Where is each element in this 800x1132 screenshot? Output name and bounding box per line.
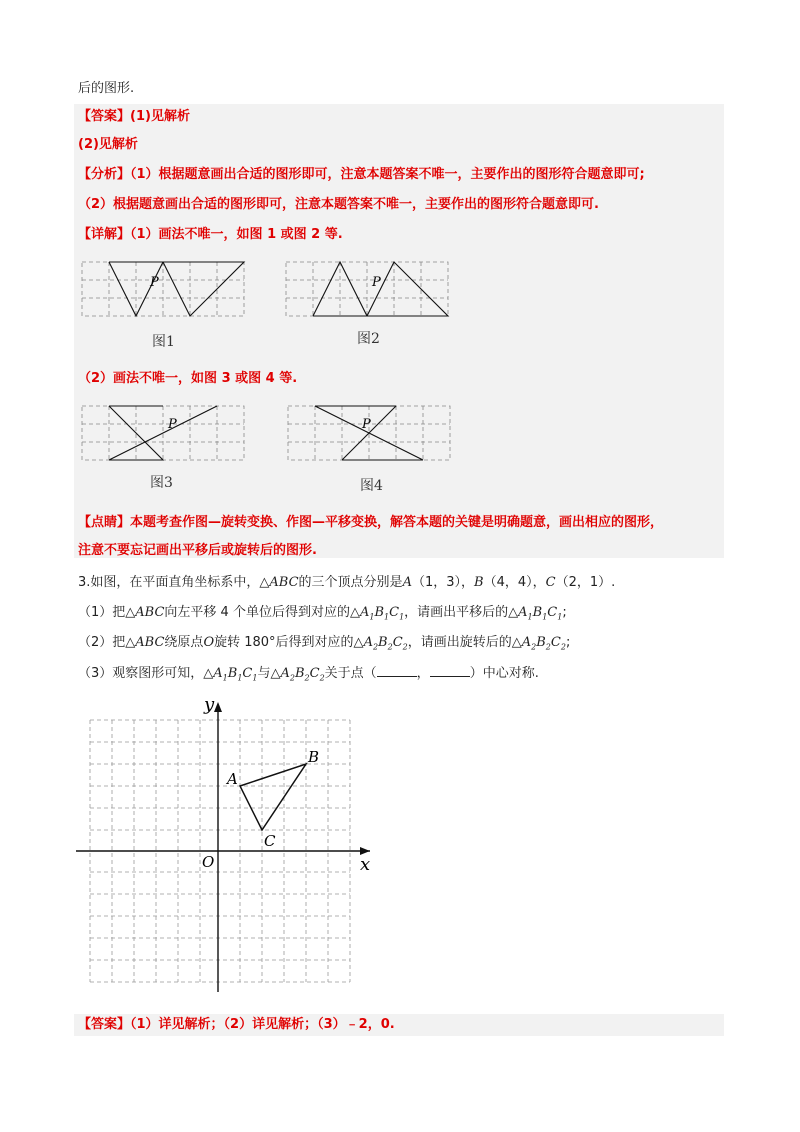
sub-label-a2b2c2: $A_2B_2C_2$ [521,635,566,652]
problem3-q2: （2）把△ABC绕原点O旋转 180°后得到对应的$\triangle A_2B_2C_2$，请画出旋转后的$\triangle A_2B_2C_2$; [78,635,571,652]
final-answer-line: 【答案】（1）详见解析；（2）详见解析；（3）﹣2，0. [78,1017,395,1032]
intro-text: 后的图形. [78,81,135,96]
sub-label-a1b1c1: $A_1B_1C_1$ [359,605,405,622]
figure-3-4-diagram [76,398,460,498]
sub-label-a1b1c1: $A_1B_1C_1$ [518,605,563,622]
analysis-line-2: （2）根据题意画出合适的图形即可，注意本题答案不唯一，主要作出的图形符合题意即可. [78,197,599,212]
y-axis-label: y [204,694,215,715]
detail-line-1: 【详解】（1）画法不唯一，如图 1 或图 2 等. [78,227,343,242]
origin-label: O [202,853,215,871]
comment-line-2: 注意不要忘记画出平移后或旋转后的图形. [78,543,317,558]
detail-line-2: （2）画法不唯一，如图 3 或图 4 等. [78,371,298,386]
comment-line-1: 【点睛】本题考查作图—旋转变换、作图—平移变换，解答本题的关键是明确题意，画出相应的图形， [78,515,664,530]
sub-label-a2b2c2: $A_2B_2C_2$ [280,666,325,683]
triangle-abc [240,764,306,830]
problem3-stem: 3.如图，在平面直角坐标系中，△ABC的三个顶点分别是A（1，3），B（4，4），C（2，1）. [78,575,616,590]
fig4-caption: 图4 [360,478,383,494]
answer-blank-1 [377,664,417,677]
fig2-caption: 图2 [357,331,380,347]
vertex-c-label: C [264,832,276,850]
fig3-point-label: P [168,417,177,432]
problem3-q3: （3）观察图形可知，$\triangle A_1B_1C_1$与$\triangle A_2B_2C_2$关于点（ ， ）中心对称. [78,666,539,683]
sub-label-a2b2c2: $A_2B_2C_2$ [363,635,408,652]
fig2-point-label: P [372,275,381,290]
fig1-point-label: P [150,275,159,290]
answer-line-1: 【答案】(1)见解析 [78,109,190,124]
answer-line-2: (2)见解析 [78,137,138,152]
answer-blank-2 [430,664,470,677]
problem3-q1: （1）把△ABC向左平移 4 个单位后得到对应的$\triangle A_1B_1C_1$，请画出平移后的$\triangle A_1B_1C_1$; [78,605,567,622]
vertex-b-label: B [308,748,320,766]
coordinate-plane [70,692,390,997]
fig3-caption: 图3 [150,475,173,491]
y-axis-arrow [214,702,222,712]
analysis-line-1: 【分析】（1）根据题意画出合适的图形即可，注意本题答案不唯一，主要作出的图形符合题意即可; [78,167,645,182]
vertex-a-label: A [227,770,238,788]
figure-1-2-diagram [76,254,456,358]
fig1-caption: 图1 [152,334,175,350]
x-axis-label: x [360,854,371,875]
fig4-point-label: P [362,417,371,432]
sub-label-a1b1c1: $A_1B_1C_1$ [213,666,258,683]
